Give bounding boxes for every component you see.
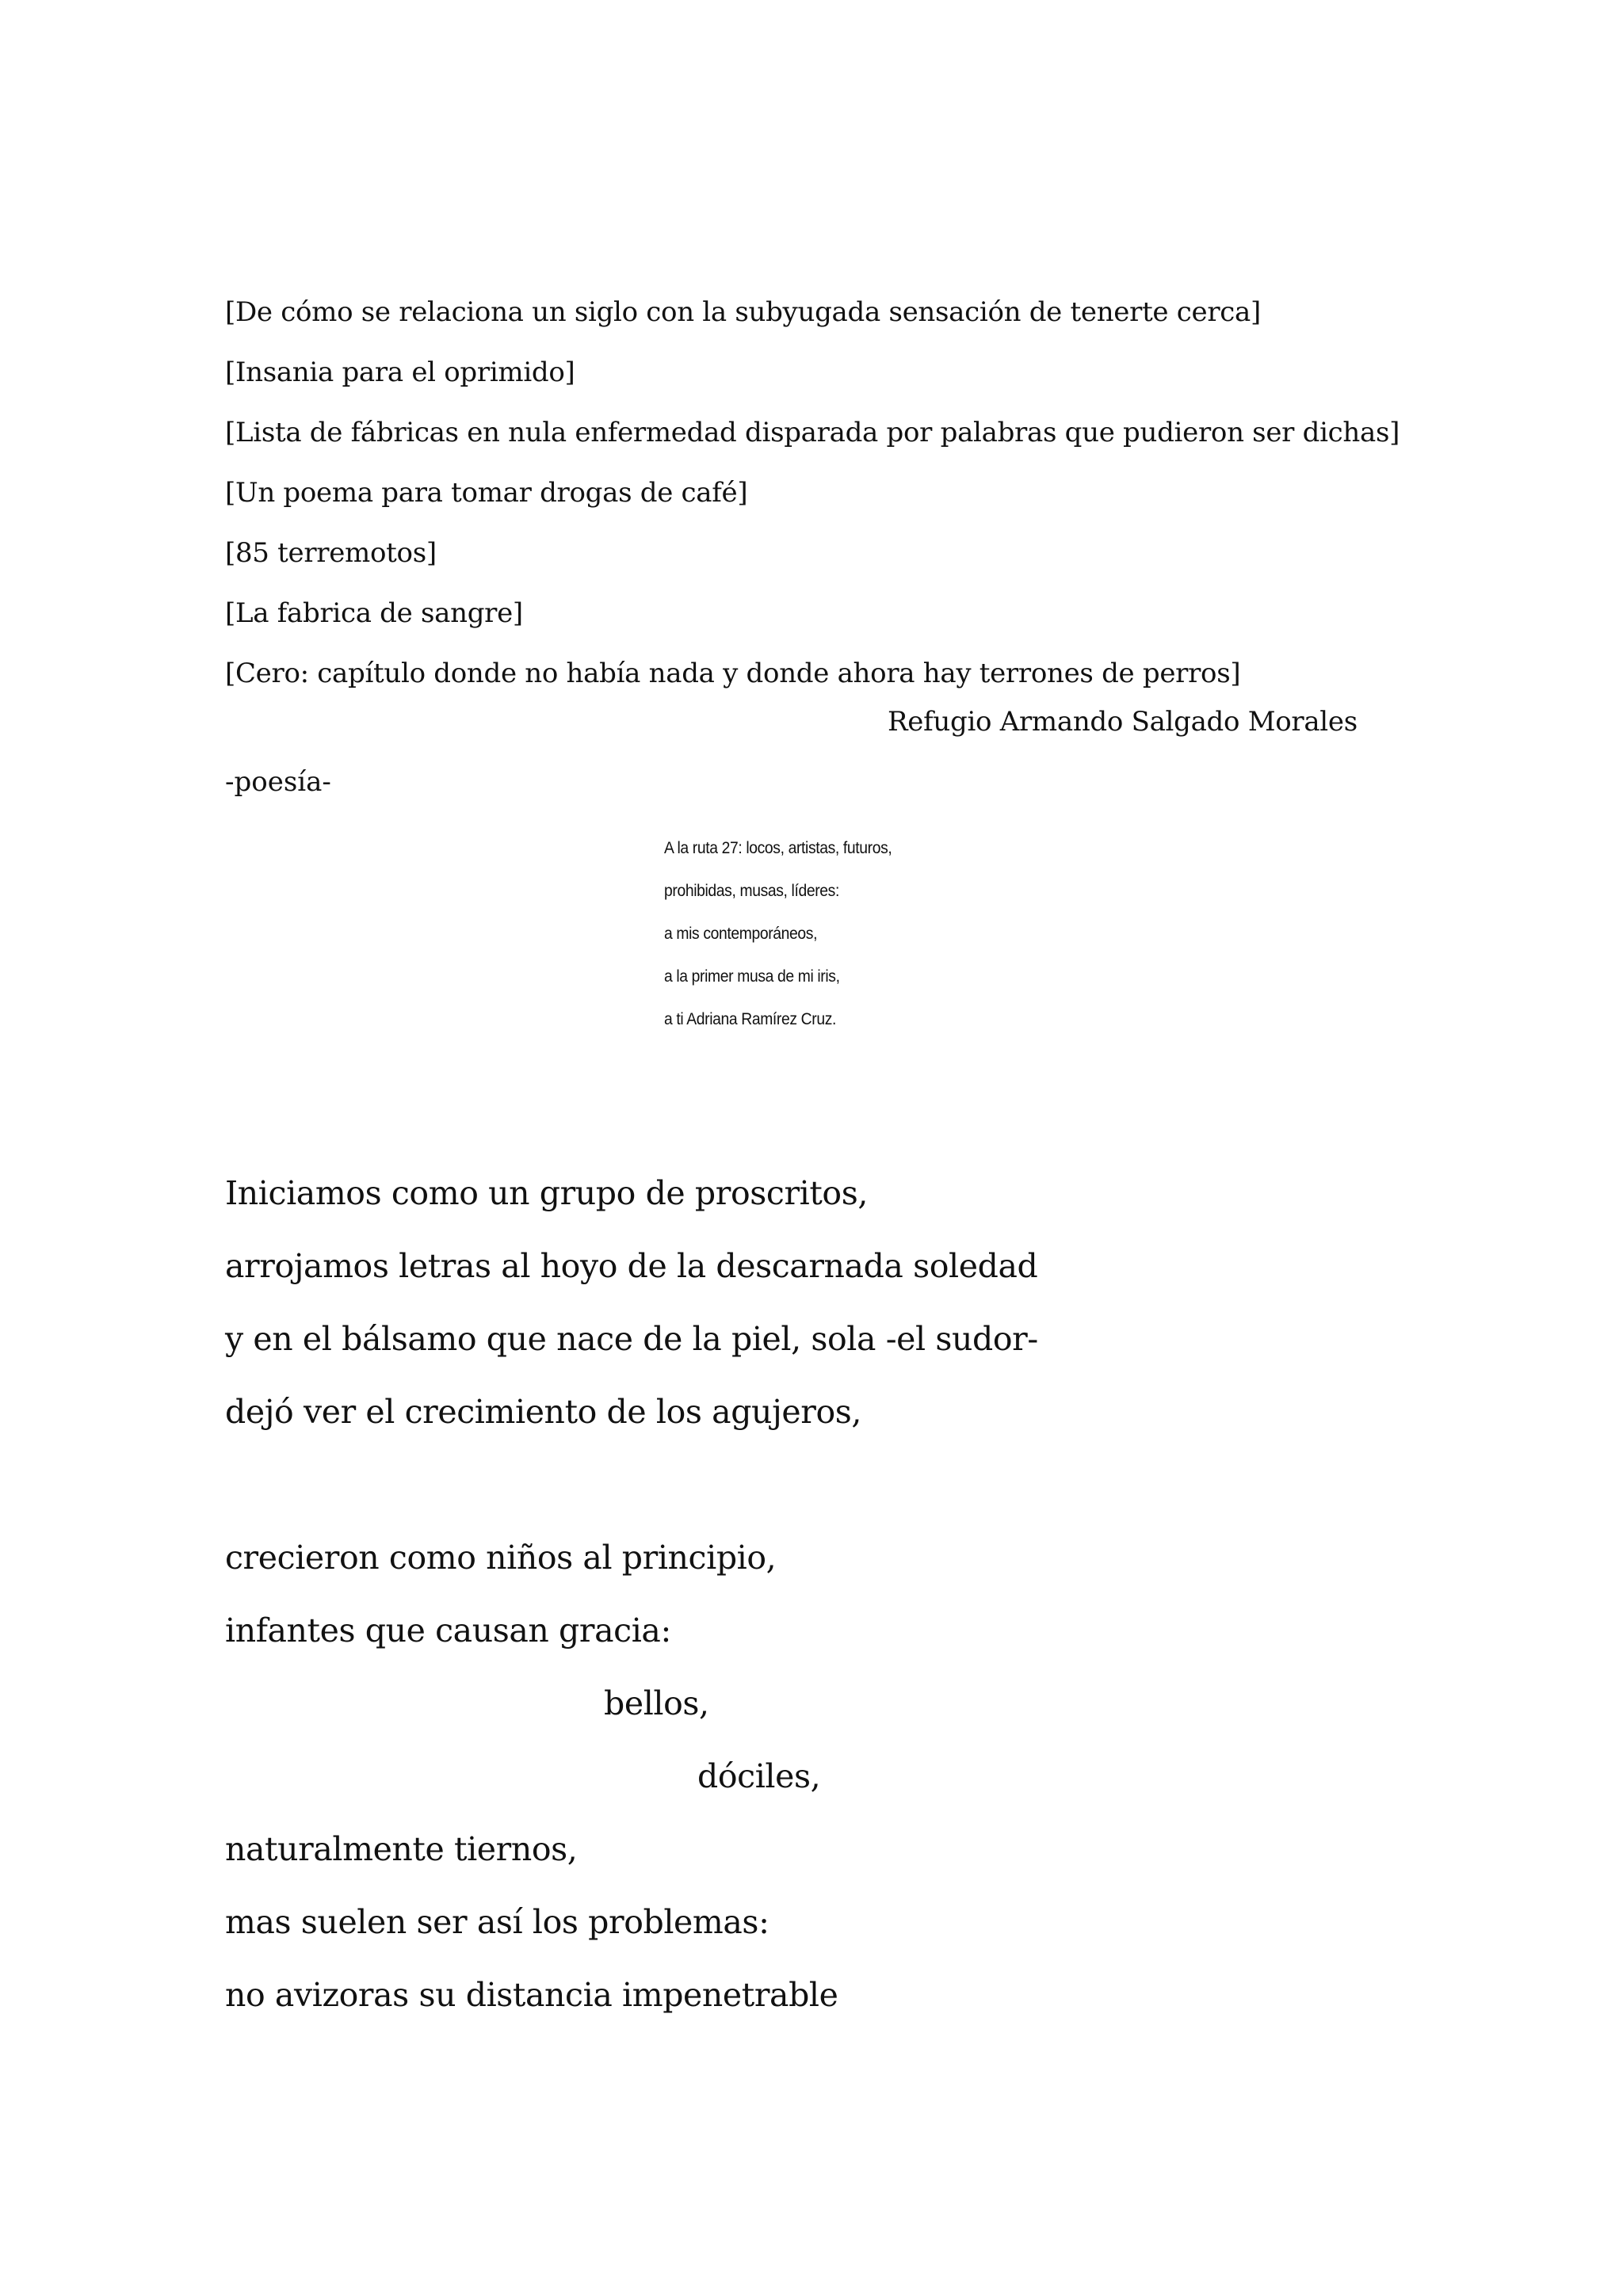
title-item: [Lista de fábricas en nula enfermedad disparada por palabras que pudieron ser dichas] (225, 417, 1400, 448)
poem-line: naturalmente tiernos, (225, 1830, 578, 1868)
poem-body (225, 1157, 1414, 2031)
dedication-line: a ti Adriana Ramírez Cruz. (664, 1010, 836, 1028)
title-item: [Un poema para tomar drogas de café] (225, 477, 748, 509)
poem-line: crecieron como niños al principio, (225, 1539, 777, 1577)
genre-label: -poesía- (225, 766, 331, 798)
title-item: [Cero: capítulo donde no había nada y donde ahora hay terrones de perros] (225, 658, 1241, 689)
dedication-line: A la ruta 27: locos, artistas, futuros, (664, 839, 892, 857)
dedication-line: a la primer musa de mi iris, (664, 967, 840, 986)
author-name: Refugio Armando Salgado Morales (888, 706, 1358, 738)
poem-line: arrojamos letras al hoyo de la descarnada soledad (225, 1247, 1038, 1285)
poem-line: bellos, (604, 1684, 709, 1722)
poem-line: mas suelen ser así los problemas: (225, 1903, 769, 1941)
poem-line: dóciles, (697, 1757, 821, 1795)
title-item: [La fabrica de sangre] (225, 597, 523, 629)
poem-line: Iniciamos como un grupo de proscritos, (225, 1174, 868, 1212)
dedication (664, 827, 1060, 1041)
stanza-break (225, 1448, 1414, 1521)
poem-line: no avizoras su distancia impenetrable (225, 1976, 838, 2014)
title-item: [De cómo se relaciona un siglo con la subyugada sensación de tenerte cerca] (225, 296, 1261, 328)
title-item: [85 terremotos] (225, 537, 437, 569)
title-list (225, 282, 1414, 704)
poem-line: infantes que causan gracia: (225, 1611, 671, 1650)
poem-line: dejó ver el crecimiento de los agujeros, (225, 1393, 861, 1431)
dedication-line: a mis contemporáneos, (664, 925, 818, 943)
poem-line: y en el bálsamo que nace de la piel, sola -el sudor- (225, 1320, 1038, 1358)
dedication-line: prohibidas, musas, líderes: (664, 882, 839, 900)
title-item: [Insania para el oprimido] (225, 357, 575, 388)
